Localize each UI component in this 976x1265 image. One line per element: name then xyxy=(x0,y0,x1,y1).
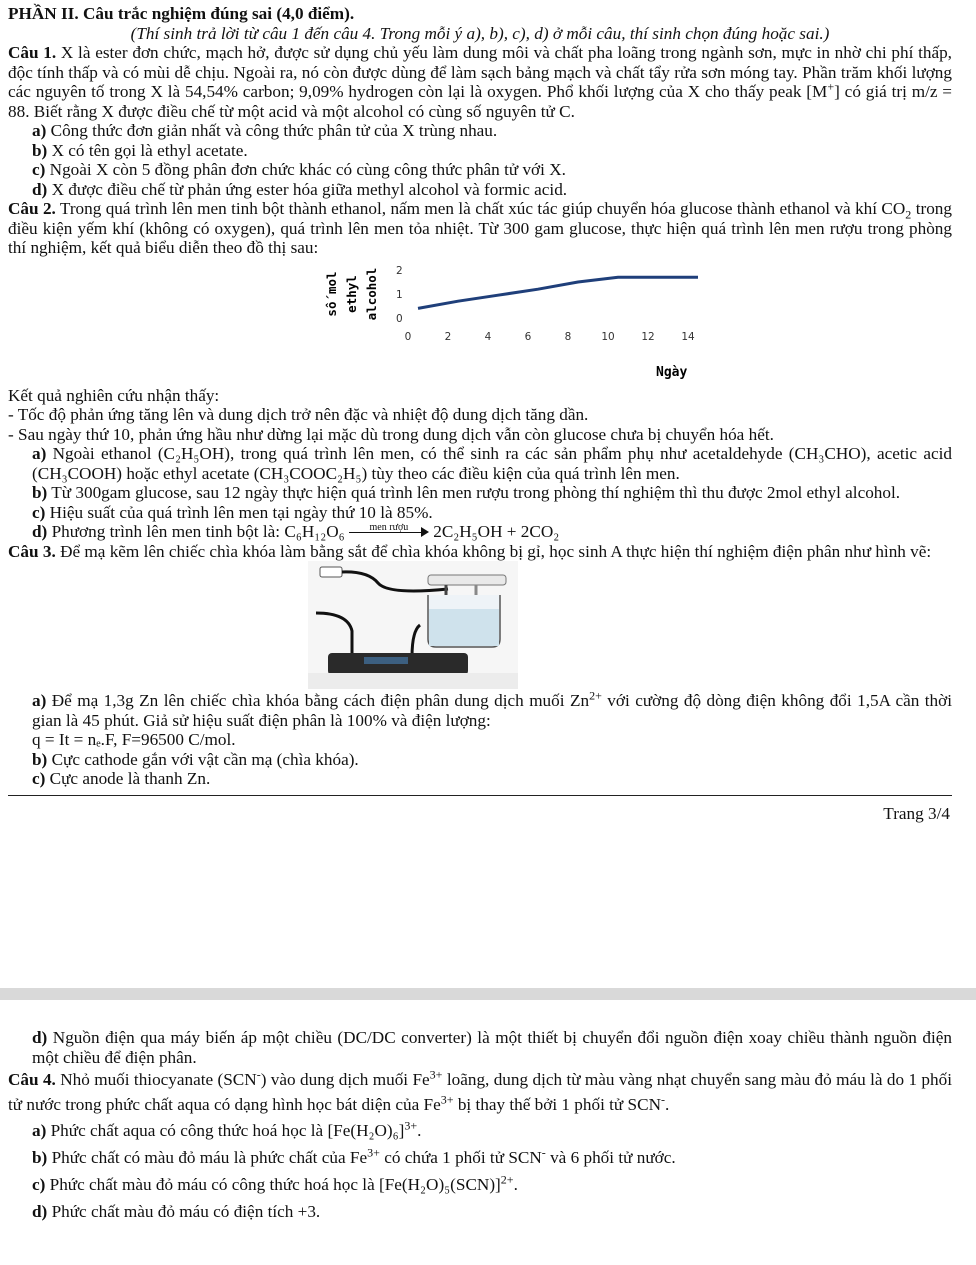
q4-b-sup-minus: - xyxy=(541,1145,546,1160)
q3-a-text-2: với cường độ dòng điện không đổi 1,5A cần thời gian là 45 phút. Giả sử hiệu suất điện phân là 100% và điện lượng: xyxy=(32,691,953,730)
question-4-option-d xyxy=(8,1198,952,1225)
q4-c-end: . xyxy=(513,1175,518,1194)
question-2-option-c xyxy=(8,503,952,523)
electrolysis-apparatus-svg xyxy=(308,561,518,689)
question-2-stem xyxy=(8,199,952,258)
q4-c-sup: 2+ xyxy=(500,1172,514,1187)
question-1-option-c xyxy=(8,160,952,180)
q4-b-text-3: và 6 phối tử nước. xyxy=(545,1148,676,1167)
fermentation-chart-svg xyxy=(318,258,718,386)
q4-b-text-1: Phức chất có màu đỏ máu là phức chất của Fe xyxy=(47,1148,368,1167)
question-3-label: Câu 3. xyxy=(8,541,56,561)
q4-c-text: Phức chất màu đỏ máu có công thức hoá học là [Fe(H₂O)₅(SCN)] xyxy=(45,1175,501,1194)
power-plug xyxy=(320,567,342,577)
chart-series-line xyxy=(418,277,698,308)
question-2-label: Câu 2. xyxy=(8,199,56,218)
q4-a-label: a) xyxy=(32,1121,47,1140)
q3-a-sup: 2+ xyxy=(589,688,602,703)
q2-b-text: Từ 300gam glucose, sau 12 ngày thực hiện quá trình lên men rượu trong phòng thí nghiệm thì thu được 2mol ethyl alcohol. xyxy=(47,483,901,502)
q2-b-label: b) xyxy=(32,483,48,502)
q3-a-label: a) xyxy=(32,691,47,710)
chart-xtick-8: 8 xyxy=(564,330,572,343)
reaction-arrow-head xyxy=(421,527,429,537)
chart-ytick-1: 1 xyxy=(396,288,403,301)
q4-stem-text-1: Nhỏ muối thiocyanate (SCN xyxy=(55,1070,257,1089)
chart-xlabel: Ngày xyxy=(656,364,688,380)
fermentation-chart xyxy=(318,258,718,386)
q1-sup-plus: + xyxy=(827,79,835,94)
converter-display xyxy=(364,657,408,664)
question-3-option-c xyxy=(8,769,952,789)
q1-d-label: d) xyxy=(32,179,48,199)
electrode-holder-bar xyxy=(428,575,506,585)
chart-ylabel-line-0: số mol xyxy=(324,270,339,317)
q3-d-label: d) xyxy=(32,1028,48,1047)
page-4-content xyxy=(8,1028,952,1225)
table-surface xyxy=(308,673,518,689)
zinc-salt-solution xyxy=(429,609,499,646)
chart-yticks-group xyxy=(396,265,403,325)
q1-a-text: Công thức đơn giản nhất và công thức phân tử của X trùng nhau. xyxy=(46,121,498,140)
chart-ylabel-line-2: alcohol xyxy=(364,267,379,320)
q2-d-equation-lhs: C₆H₁₂O₆ xyxy=(284,522,345,541)
question-1-option-d xyxy=(8,180,952,200)
q4-stem-text-2: ) vào dung dịch muối Fe xyxy=(260,1070,430,1089)
q3-stem-text: Để mạ kẽm lên chiếc chìa khóa làm bằng sắt để chìa khóa không bị gỉ, học sinh A thực hiện thí nghiệm điện phân như hình vẽ: xyxy=(55,541,932,561)
q4-sup-minus-2: - xyxy=(660,1092,665,1107)
question-1-option-a xyxy=(8,121,952,141)
q4-fe-sup-1: 3+ xyxy=(429,1067,443,1082)
reaction-arrow-label: men rượu xyxy=(369,522,409,534)
q2-a-label: a) xyxy=(32,444,47,463)
page-3-content xyxy=(8,4,952,823)
question-4-option-a xyxy=(8,1117,952,1144)
q3-d-text: Nguồn điện qua máy biến áp một chiều (DC/DC converter) là một thiết bị chuyển đổi nguồn điện xoay chiều thành nguồn điện một chiều để điện phân. xyxy=(32,1028,952,1067)
q1-a-label: a) xyxy=(32,121,47,140)
q3-b-text: Cực cathode gắn với vật cần mạ (chìa khóa). xyxy=(47,749,359,769)
q4-d-text: Phức chất màu đỏ máu có điện tích +3. xyxy=(47,1202,321,1221)
q3-a-text-1: Để mạ 1,3g Zn lên chiếc chìa khóa bằng cách điện phân dung dịch muối Zn xyxy=(46,691,590,710)
question-3-stem xyxy=(8,542,952,562)
q2-d-text: Phương trình lên men tinh bột là: xyxy=(47,522,285,541)
electrolysis-apparatus-figure xyxy=(308,561,518,691)
q4-b-label: b) xyxy=(32,1148,48,1167)
question-4-label: Câu 4. xyxy=(8,1070,56,1089)
q1-c-label: c) xyxy=(32,160,46,179)
question-2-option-b xyxy=(8,483,952,503)
q1-c-text: Ngoài X còn 5 đồng phân đơn chức khác có cùng công thức phân tử với X. xyxy=(45,160,566,179)
page-gap xyxy=(0,988,976,1000)
q4-stem-text-3: loãng, dung dịch từ màu vàng nhạt chuyển sang màu đỏ máu là do 1 phối tử nước trong phức chất aqua có dạng hình học bát diện của Fe xyxy=(8,1070,952,1114)
q4-b-fe-sup: 3+ xyxy=(367,1145,380,1160)
q3-b-label: b) xyxy=(32,749,48,769)
chart-xticks-group xyxy=(405,331,695,343)
q2-stem-text-2: trong điều kiện yếm khí (không có oxygen), quá trình lên men tỏa nhiệt. Từ 300 gam glucose, thực hiện quá trình lên men rượu trong phòng thí nghiệm, kết quả biểu diễn theo đồ thị sau: xyxy=(8,199,952,257)
finding-2: - Sau ngày thứ 10, phản ứng hầu như dừng lại mặc dù trong dung dịch vẫn còn glucose chưa bị chuyển hóa hết. xyxy=(8,424,774,444)
q4-stem-text-4: bị thay thế bởi 1 phối tử SCN xyxy=(453,1095,661,1114)
question-2-option-d xyxy=(8,522,952,542)
q4-sup-minus-1: - xyxy=(256,1067,261,1082)
page-number: Trang 3/4 xyxy=(883,803,950,823)
q2-sub-2: 2 xyxy=(905,207,912,222)
chart-xtick-2: 2 xyxy=(444,330,452,343)
q2-stem-text-1: Trong quá trình lên men tinh bột thành ethanol, nấm men là chất xúc tác giúp chuyển hóa glucose thành ethanol và khí CO xyxy=(55,199,906,218)
q4-a-sup: 3+ xyxy=(404,1118,418,1133)
footer-divider xyxy=(8,795,952,796)
findings-title: Kết quả nghiên cứu nhận thấy: xyxy=(8,385,220,405)
q4-a-end: . xyxy=(417,1121,422,1140)
charge-formula: q = It = nₑ.F, F=96500 C/mol. xyxy=(32,730,236,749)
chart-xtick-14: 14 xyxy=(681,330,695,343)
q3-c-label: c) xyxy=(32,769,46,788)
q2-d-equation-rhs: 2C₂H₅OH + 2CO₂ xyxy=(433,522,560,541)
part-title: PHẦN II. Câu trắc nghiệm đúng sai (4,0 điểm). xyxy=(8,4,355,23)
q1-b-text: X có tên gọi là ethyl acetate. xyxy=(47,140,248,160)
question-1-stem xyxy=(8,43,952,121)
chart-xtick-10: 10 xyxy=(601,330,615,343)
q1-b-label: b) xyxy=(32,140,48,160)
question-3-option-d xyxy=(8,1028,952,1067)
chart-ylabel-line-1: ethyl xyxy=(344,274,359,313)
question-4-option-b xyxy=(8,1144,952,1171)
chart-ytick-0: 0 xyxy=(396,312,403,325)
question-1-option-b xyxy=(8,141,952,161)
q1-stem-text-1: X là ester đơn chức, mạch hở, được sử dụng chủ yếu làm dung môi và chất pha loãng trong ngành sơn, mực in nhờ chi phí thấp, độc tính thấp và có mùi dễ chịu. Ngoài ra, nó còn được dùng để làm sạch bảng mạch và chất tẩy rửa sơn móng tay. Phần trăm khối lượng các nguyên tố trong X là 54,54% carbon; 9,09% hydrogen còn lại là oxygen. Phổ khối lượng của X cho thấy peak [M xyxy=(8,43,952,101)
q4-stem-text-5: . xyxy=(665,1095,670,1114)
chart-xtick-4: 4 xyxy=(484,330,492,343)
chart-xtick-6: 6 xyxy=(524,330,532,343)
q4-d-label: d) xyxy=(32,1202,48,1221)
exam-page-4 xyxy=(0,1000,976,1265)
instructions: (Thí sinh trả lời từ câu 1 đến câu 4. Trong mỗi ý a), b), c), d) ở mỗi câu, thí sinh chọn đúng hoặc sai.) xyxy=(130,23,830,43)
reaction-arrow-shaft xyxy=(349,532,423,533)
question-1-label: Câu 1. xyxy=(8,43,57,62)
chart-ytick-2: 2 xyxy=(396,264,403,277)
q2-a-text: Ngoài ethanol (C₂H₅OH), trong quá trình lên men, có thể sinh ra các sản phẩm phụ như acetaldehyde (CH₃CHO), acetic acid (CH₃COOH) hoặc ethyl acetate (CH₃COOC₂H₅) tùy theo các điều kiện của quá trình lên men. xyxy=(32,444,952,483)
q4-c-label: c) xyxy=(32,1175,46,1194)
q1-stem-text-2: ] có giá trị m/z = 88. Biết rằng X được điều chế từ một acid và một alcohol có cùng số nguyên tử C. xyxy=(8,82,953,121)
q4-b-text-2: có chứa 1 phối tử SCN xyxy=(379,1148,542,1167)
q3-c-text: Cực anode là thanh Zn. xyxy=(45,769,211,788)
q1-d-text: X được điều chế từ phản ứng ester hóa giữa methyl alcohol và formic acid. xyxy=(47,179,568,199)
chart-xtick-0: 0 xyxy=(404,330,412,343)
question-2-option-a xyxy=(8,444,952,483)
reaction-arrow xyxy=(349,522,429,540)
chart-xtick-12: 12 xyxy=(641,330,655,343)
question-4-stem xyxy=(8,1067,952,1117)
q4-fe-sup-2: 3+ xyxy=(440,1092,454,1107)
question-3-option-a xyxy=(8,688,953,730)
chart-ylabel-group xyxy=(324,267,379,320)
q2-d-label: d) xyxy=(32,522,48,541)
question-3-option-b xyxy=(8,750,952,770)
q4-a-text: Phức chất aqua có công thức hoá học là [Fe(H₂O)₆] xyxy=(46,1121,405,1140)
q2-c-label: c) xyxy=(32,502,46,522)
question-4-option-c xyxy=(8,1171,952,1198)
finding-1: - Tốc độ phản ứng tăng lên và dung dịch trở nên đặc và nhiệt độ dung dịch tăng dần. xyxy=(8,405,589,424)
q2-c-text: Hiệu suất của quá trình lên men tại ngày thứ 10 là 85%. xyxy=(45,502,433,522)
